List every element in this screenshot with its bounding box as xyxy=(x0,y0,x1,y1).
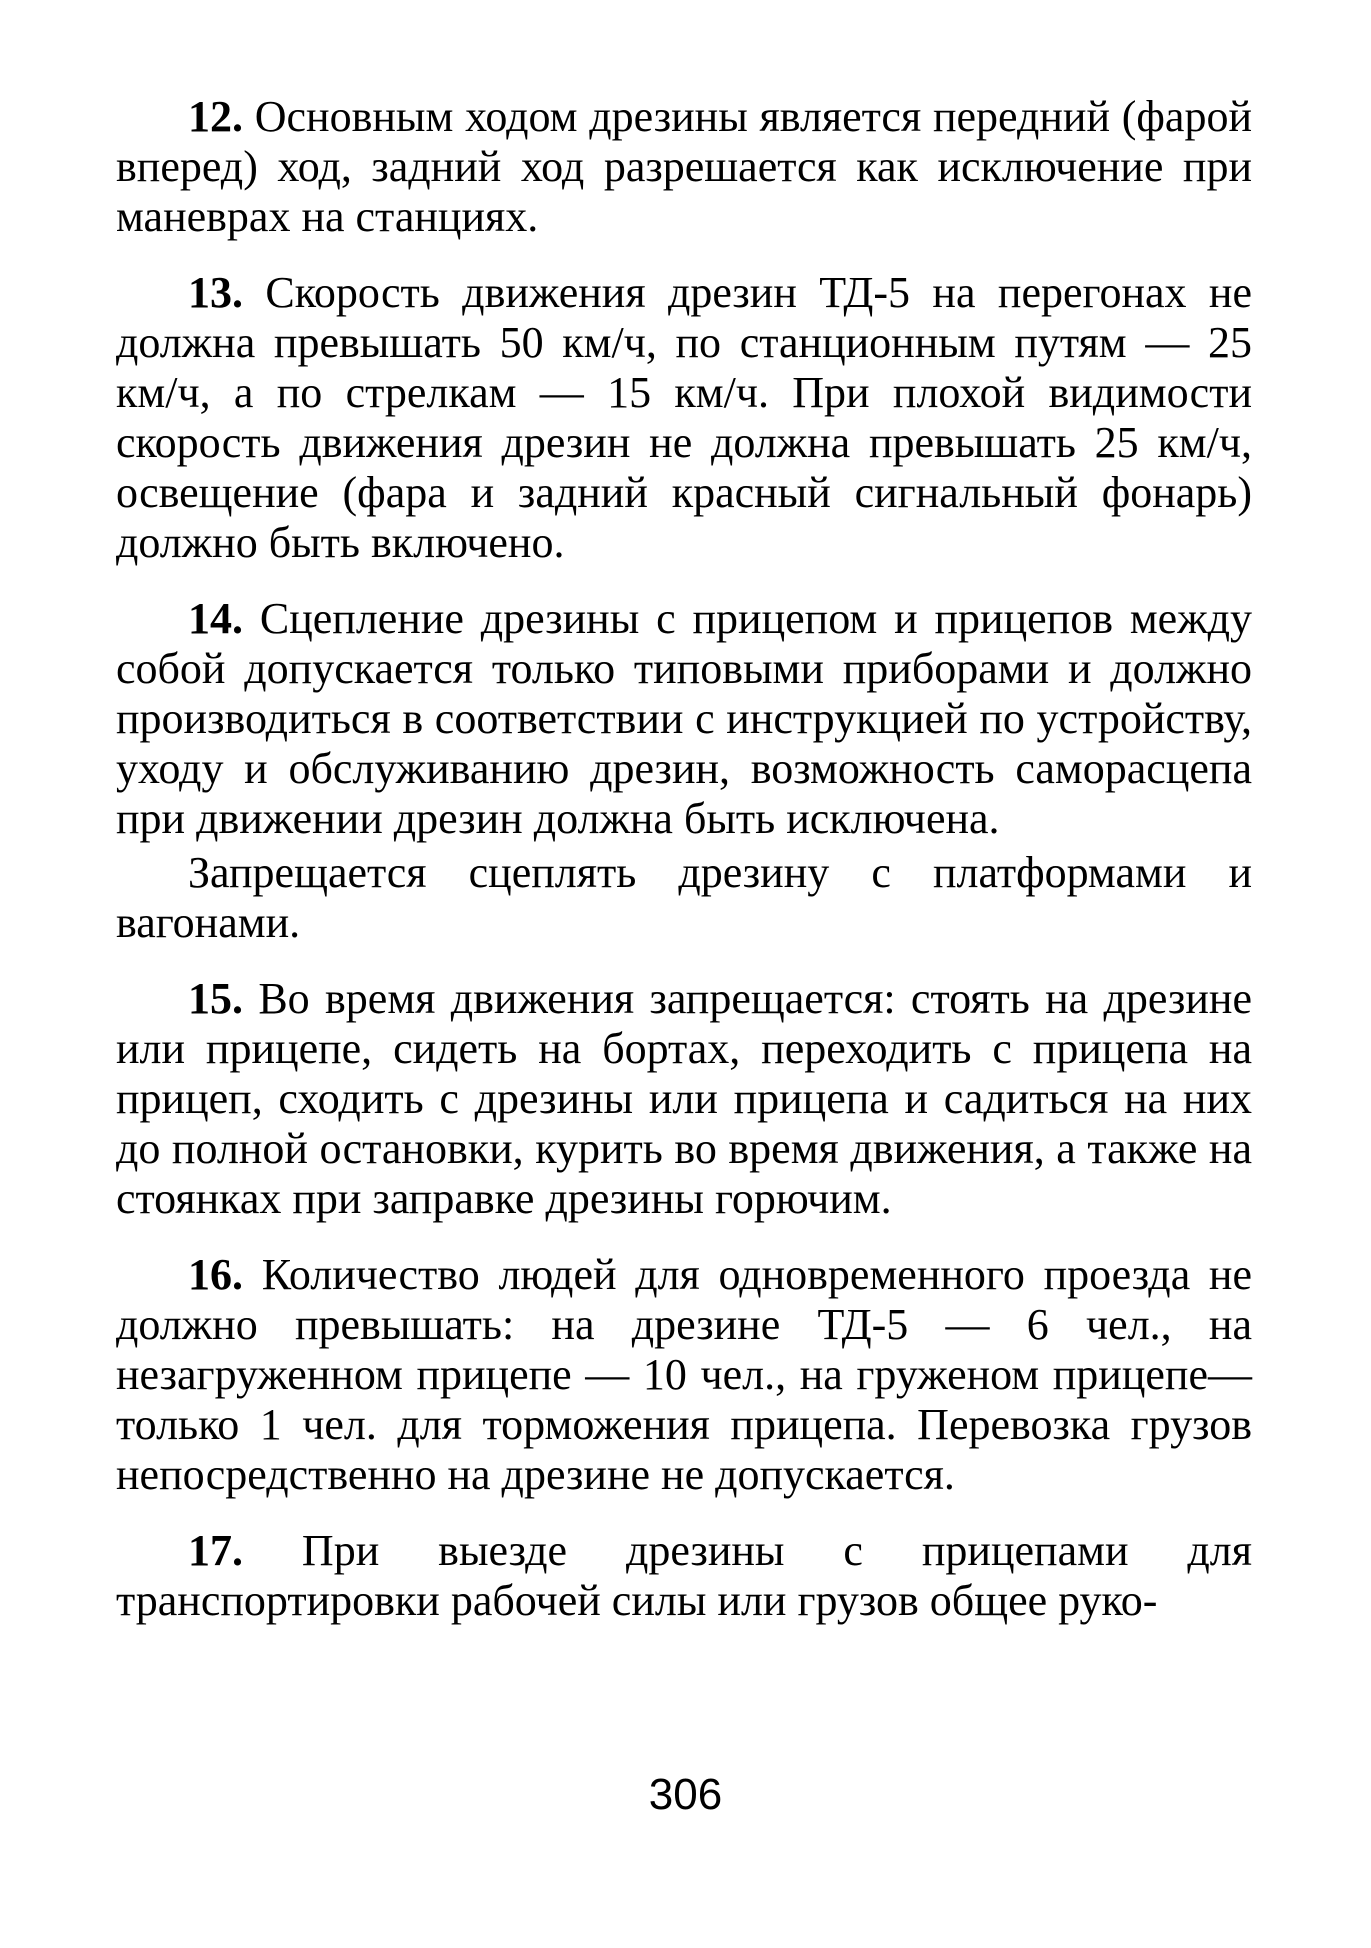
paragraph-14-continued xyxy=(116,848,1252,948)
paragraph-13 xyxy=(116,268,1252,568)
page-number: 306 xyxy=(648,1770,723,1819)
paragraph-12 xyxy=(116,92,1252,242)
paragraph-text: Скорость движения дрезин ТД-5 на перегонах не должна превышать 50 км/ч, по станционным путям — 25 км/ч, а по стрелкам — 15 км/ч. При плохой видимости скорость движения дрезин не должна превышать 25 км/ч, освещение (фара и задний красный сигнальный фонарь) должно быть включено. xyxy=(116,268,1252,567)
item-number: 17. xyxy=(188,1526,243,1575)
paragraph-14 xyxy=(116,594,1252,844)
paragraph-15 xyxy=(116,974,1252,1224)
paragraph-text: Сцепление дрезины с прицепом и прицепов между собой допускается только типовыми приборами и должно производиться в соответствии с инструкцией по устройству, уходу и обслуживанию дрезин, возможность саморасцепа при движении дрезин должна быть исключена. xyxy=(116,594,1252,843)
item-number: 13. xyxy=(188,268,243,317)
paragraph-text: Запрещается сцеплять дрезину с платформами и вагонами. xyxy=(116,848,1252,947)
paragraph-text: Количество людей для одновременного проезда не должно превышать: на дрезине ТД-5 — 6 чел., на незагруженном прицепе — 10 чел., на груженом прицепе—только 1 чел. для торможения прицепа. Перевозка грузов непосредственно на дрезине не допускается. xyxy=(116,1250,1252,1499)
item-number: 14. xyxy=(188,594,243,643)
paragraph-16 xyxy=(116,1250,1252,1500)
paragraph-text: Во время движения запрещается: стоять на дрезине или прицепе, сидеть на бортах, переходить с прицепа на прицеп, сходить с дрезины или прицепа и садиться на них до полной остановки, курить во время движения, а также на стоянках при заправке дрезины горючим. xyxy=(116,974,1252,1223)
item-number: 12. xyxy=(188,92,243,141)
item-number: 16. xyxy=(188,1250,243,1299)
item-number: 15. xyxy=(188,974,243,1023)
paragraph-text: Основным ходом дрезины является передний (фарой вперед) ход, задний ход разрешается как исключение при маневрах на станциях. xyxy=(116,92,1252,241)
paragraph-17 xyxy=(116,1526,1252,1626)
page-body xyxy=(116,92,1252,1626)
paragraph-text: При выезде дрезины с прицепами для транспортировки рабочей силы или грузов общее руко- xyxy=(116,1526,1252,1625)
